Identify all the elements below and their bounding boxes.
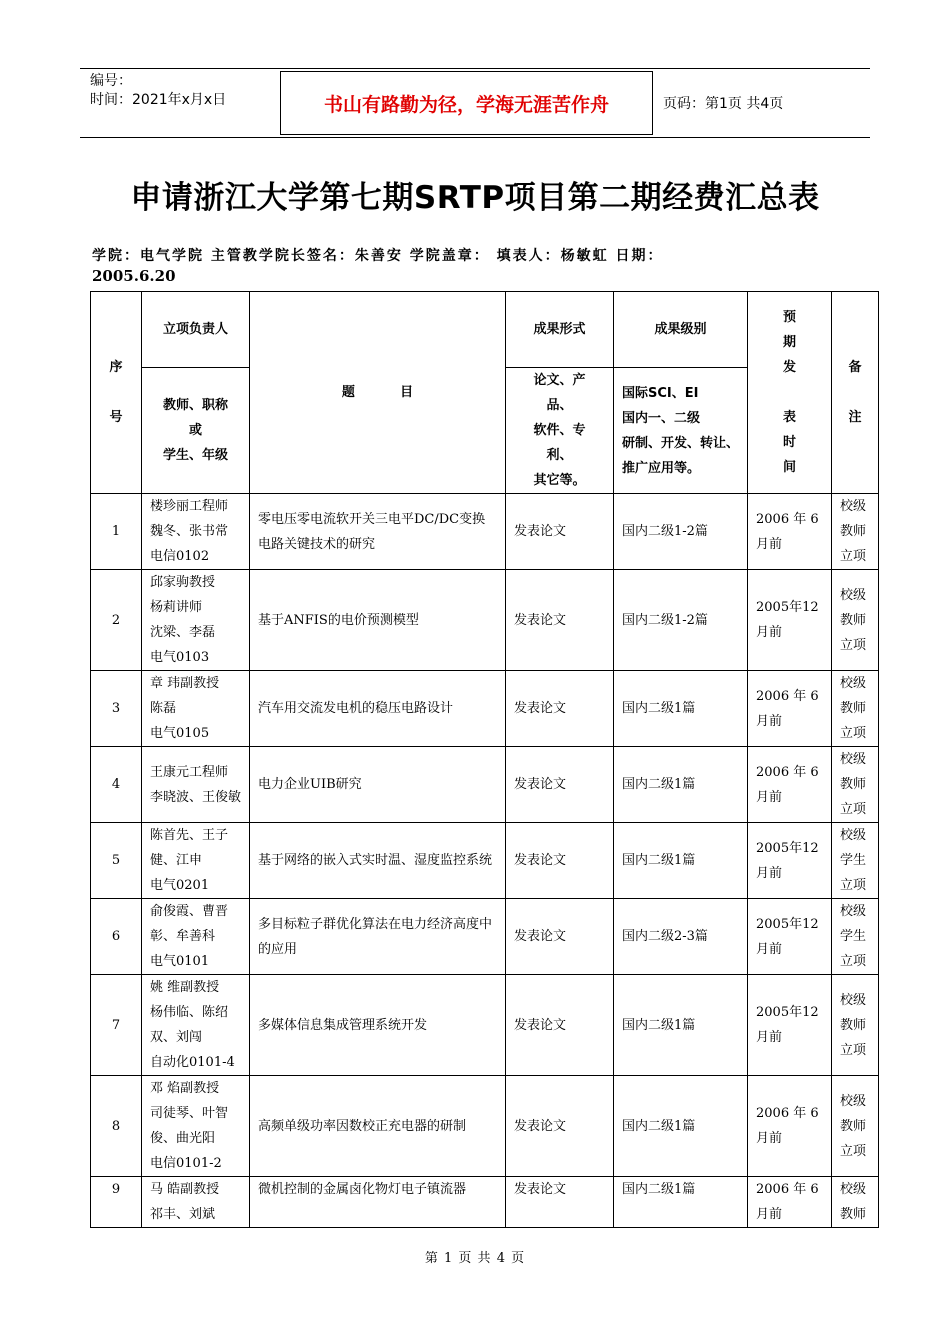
page-label: 页码：第1页 共4页 (663, 96, 784, 112)
header-note: 备 注 (832, 292, 879, 494)
table-row (91, 494, 879, 570)
header-level-sub: 国际SCI、EI 国内一、二级 研制、开发、转让、推广应用等。 (614, 368, 748, 494)
row-topic: 零电压零电流软开关三电平DC/DC变换电路关键技术的研究 (250, 494, 506, 570)
table-row (91, 899, 879, 975)
row-form: 发表论文 (506, 823, 614, 899)
row-form: 发表论文 (506, 975, 614, 1076)
header-topic: 题 目 (250, 292, 506, 494)
row-topic: 微机控制的金属卤化物灯电子镇流器 (250, 1177, 506, 1228)
row-form: 发表论文 (506, 1177, 614, 1228)
header-level: 成果级别 (614, 292, 748, 368)
row-note: 校级 教师 (832, 1177, 879, 1228)
table-row (91, 1177, 879, 1228)
row-form: 发表论文 (506, 671, 614, 747)
row-note: 校级 学生 立项 (832, 823, 879, 899)
row-time: 2005年12月前 (748, 823, 832, 899)
row-topic: 汽车用交流发电机的稳压电路设计 (250, 671, 506, 747)
table-row (91, 1076, 879, 1177)
row-topic: 基于网络的嵌入式实时温、湿度监控系统 (250, 823, 506, 899)
table-row (91, 975, 879, 1076)
row-form: 发表论文 (506, 747, 614, 823)
meta-date: 2005.6.20 (92, 267, 176, 285)
row-level: 国内二级1篇 (614, 823, 748, 899)
row-level: 国内二级1篇 (614, 1177, 748, 1228)
page-header (80, 68, 870, 138)
row-form: 发表论文 (506, 494, 614, 570)
table-row (91, 823, 879, 899)
header-info (80, 69, 280, 137)
row-level: 国内二级1-2篇 (614, 494, 748, 570)
row-topic: 多目标粒子群优化算法在电力经济高度中的应用 (250, 899, 506, 975)
meta-line: 学院：电气学院 主管教学院长签名：朱善安 学院盖章： 填表人：杨敏虹 日期： (92, 248, 664, 264)
header-leader: 立项负责人 (142, 292, 250, 368)
row-level: 国内二级1篇 (614, 747, 748, 823)
row-leader: 邓 焰副教授 司徒琴、叶智俊、曲光阳 电信0101-2 (142, 1076, 250, 1177)
row-seq: 1 (91, 494, 142, 570)
row-time: 2006 年 6 月前 (748, 671, 832, 747)
row-seq: 8 (91, 1076, 142, 1177)
row-note: 校级 教师 立项 (832, 570, 879, 671)
row-leader: 陈首先、王子健、江申 电气0201 (142, 823, 250, 899)
row-topic: 高频单级功率因数校正充电器的研制 (250, 1076, 506, 1177)
row-time: 2006 年 6 月前 (748, 1177, 832, 1228)
row-level: 国内二级2-3篇 (614, 899, 748, 975)
row-seq: 2 (91, 570, 142, 671)
header-leader-sub: 教师、职称 或 学生、年级 (142, 368, 250, 494)
row-form: 发表论文 (506, 899, 614, 975)
row-topic: 多媒体信息集成管理系统开发 (250, 975, 506, 1076)
row-leader: 俞俊霞、曹晋彰、牟善科 电气0101 (142, 899, 250, 975)
row-leader: 王康元工程师 李晓波、王俊敏 (142, 747, 250, 823)
row-leader: 姚 维副教授 杨伟临、陈绍双、刘闯 自动化0101-4 (142, 975, 250, 1076)
row-note: 校级 教师 立项 (832, 747, 879, 823)
row-seq: 6 (91, 899, 142, 975)
row-level: 国内二级1篇 (614, 975, 748, 1076)
row-note: 校级 教师 立项 (832, 1076, 879, 1177)
table-row (91, 671, 879, 747)
row-leader: 马 皓副教授 祁丰、刘斌 (142, 1177, 250, 1228)
header-form: 成果形式 (506, 292, 614, 368)
row-leader: 邱家驹教授 杨莉讲师 沈梁、李磊 电气0103 (142, 570, 250, 671)
row-seq: 9 (91, 1177, 142, 1228)
table-row (91, 747, 879, 823)
header-seq: 序 号 (91, 292, 142, 494)
row-leader: 楼珍丽工程师 魏冬、张书常 电信0102 (142, 494, 250, 570)
row-time: 2006 年 6 月前 (748, 1076, 832, 1177)
row-time: 2006 年 6 月前 (748, 494, 832, 570)
row-note: 校级 学生 立项 (832, 899, 879, 975)
row-time: 2005年12月前 (748, 570, 832, 671)
row-topic: 基于ANFIS的电价预测模型 (250, 570, 506, 671)
meta-info (92, 247, 882, 286)
row-level: 国内二级1篇 (614, 1076, 748, 1177)
row-topic: 电力企业UIB研究 (250, 747, 506, 823)
number-label: 编号： (90, 73, 132, 89)
row-seq: 4 (91, 747, 142, 823)
header-form-sub: 论文、产 品、 软件、专 利、 其它等。 (506, 368, 614, 494)
row-form: 发表论文 (506, 570, 614, 671)
row-time: 2006 年 6 月前 (748, 747, 832, 823)
row-seq: 3 (91, 671, 142, 747)
table-row (91, 570, 879, 671)
page-footer: 第 1 页 共 4 页 (424, 1251, 526, 1266)
row-seq: 7 (91, 975, 142, 1076)
row-note: 校级 教师 立项 (832, 975, 879, 1076)
row-note: 校级 教师 立项 (832, 671, 879, 747)
motto: 书山有路勤为径，学海无涯苦作舟 (280, 71, 653, 135)
document-title: 申请浙江大学第七期SRTP项目第二期经费汇总表 (130, 180, 820, 216)
row-level: 国内二级1-2篇 (614, 570, 748, 671)
row-note: 校级 教师 立项 (832, 494, 879, 570)
row-level: 国内二级1篇 (614, 671, 748, 747)
row-seq: 5 (91, 823, 142, 899)
time-label: 时间：2021年x月x日 (90, 92, 227, 108)
row-time: 2005年12月前 (748, 899, 832, 975)
row-leader: 章 玮副教授 陈磊 电气0105 (142, 671, 250, 747)
summary-table (90, 291, 879, 1228)
row-time: 2005年12月前 (748, 975, 832, 1076)
row-form: 发表论文 (506, 1076, 614, 1177)
header-time: 预 期 发 表 时 间 (748, 292, 832, 494)
